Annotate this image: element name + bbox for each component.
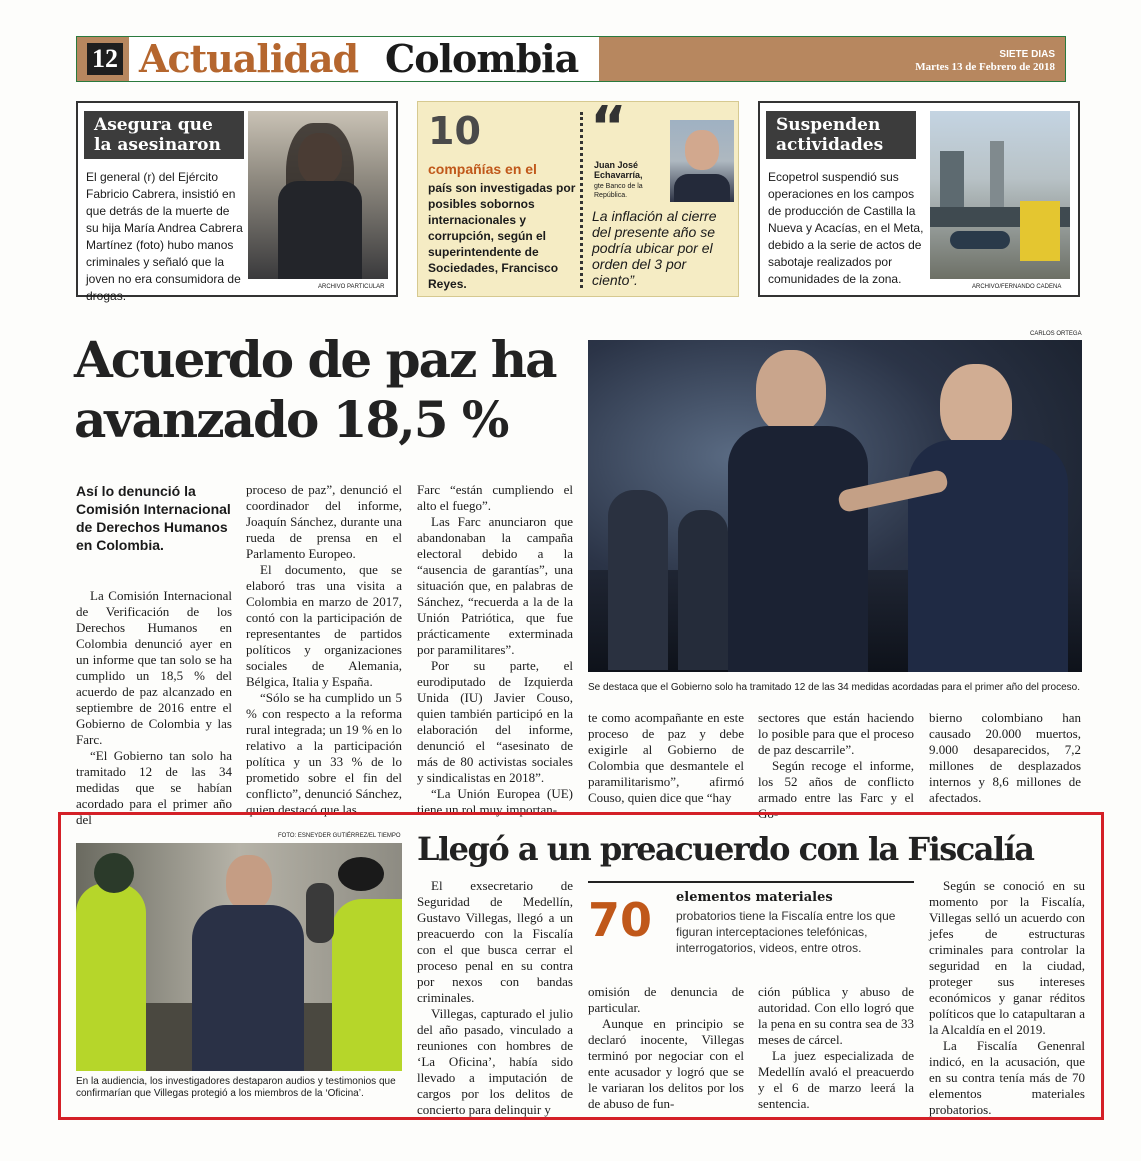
stat-rule (588, 881, 914, 883)
quote-text: La inflación al cierre del presente año se podría ubicar por el orden del 3 por ciento”. (592, 208, 717, 288)
paragraph: La Comisión Internacional de Verificación de los Derechos Humanos en Colombia denunció ayer en un informe que tan solo se ha cumplido un 18,5 % del acuerdo de paz alcanzado en septiembre de 2016 entre el Gobierno de Colombia y las Farc. (76, 588, 232, 747)
brief-suspenden (758, 101, 1080, 297)
paragraph: El exsecretario de Seguridad de Medellín, Gustavo Villegas, llegó a un preacuerdo con la Fiscalía con el que busca cerrar el proceso penal en su contra por nexos con bandas criminales. (417, 878, 573, 1005)
section-word-colombia: Colombia (385, 36, 579, 81)
page-number: 12 (87, 43, 123, 75)
brief-title: Asegura que la asesinaron (84, 111, 244, 159)
main-column-1 (76, 588, 232, 828)
quote-mark-icon: “ (590, 95, 627, 160)
brief-title: Suspenden actividades (766, 111, 916, 159)
paragraph: bierno colombiano han causado 20.000 muertos, 9.000 desaparecidos, 7,2 millones de desplazados internos y 8,6 millones de afectados. (929, 710, 1081, 805)
stat-body: país son investigadas por posibles sobornos internacionales y corrupción, según el superintendente de Sociedades, Francisco Reyes. (428, 181, 576, 291)
paragraph: te como acompañante en este proceso de paz y debe exigirle al Gobierno de Colombia que desmantele el paramilitarismo”, afirmó Couso, quien dice que “hay (588, 710, 744, 805)
main-photo-caption: Se destaca que el Gobierno solo ha tramitado 12 de las 34 medidas acordadas para el primer año del proceso. (588, 682, 1080, 693)
story2-stat-number: 70 (588, 893, 653, 947)
paragraph: Por su parte, el eurodiputado de Izquierda Unida (IU) Javier Couso, quien también participó en la elaboración del informe, denunció el “asesinato de más de 80 activistas sociales y sindicalistas en 2018”. (417, 658, 573, 785)
publication-name: SIETE DIAS (999, 49, 1055, 60)
paragraph: El documento, que se elaboró tras una visita a Colombia en marzo de 2017, contó con la participación de representantes de partidos políticos y organizaciones sociales de Alemania, Bélgica, Italia y España. (246, 562, 402, 689)
photo-credit: ARCHIVO/FERNANDO CADENA (972, 284, 1062, 290)
story2-stat-lead: elementos materiales (676, 890, 833, 905)
paragraph: La juez especializada de Medellín avaló el preacuerdo y el 6 de marzo leerá la sentencia. (758, 1048, 914, 1111)
main-column-3 (417, 482, 573, 818)
paragraph: Villegas, capturado el julio del año pasado, vinculado a reuniones con hombres de ‘La Oficina’, había sido llevado a imputación de cargos por los delitos de concierto para delinquir y (417, 1006, 573, 1117)
speaker-name: Juan José Echavarría, (594, 160, 643, 180)
speaker-photo (670, 120, 734, 202)
photo-credit: CARLOS ORTEGA (1030, 331, 1082, 337)
main-headline: Acuerdo de paz ha avanzado 18,5 % (74, 330, 556, 449)
paragraph: Farc “están cumpliendo el alto el fuego”. (417, 482, 573, 513)
stat-lead: compañías en el (428, 161, 537, 177)
main-summary: Así lo denunció la Comisión Internacional de Derechos Humanos en Colombia. (76, 483, 231, 553)
column-divider (580, 112, 583, 288)
paragraph: Las Farc anunciaron que abandonaban la campaña electoral debido a la “ausencia de garantías”, una situación que, en palabras de Sánchez, “recuerda a la de la Unión Patriótica, que fue prácticamente exterminada por paramilitares”. (417, 514, 573, 657)
section-header (76, 36, 1066, 82)
brief-companias (417, 95, 739, 297)
main-column-4 (588, 710, 744, 806)
story2-column-3 (758, 984, 914, 1112)
story2-stat-body: probatorios tiene la Fiscalía entre los que figuran interceptaciones telefónicas, interrogatorios, videos, entre otros. (676, 909, 896, 955)
story2-photo-villegas (76, 843, 402, 1071)
stat-number: 10 (428, 109, 481, 153)
paragraph: “El Gobierno tan solo ha tramitado 12 de las 34 medidas que se habían acordado para el primer año del (76, 748, 232, 827)
main-column-5 (758, 710, 914, 822)
story2-column-4 (929, 878, 1085, 1118)
paragraph: Según recoge el informe, los 52 años de conflicto armado entre las Farc y el Go- (758, 758, 914, 821)
paragraph: omisión de denuncia de particular. (588, 984, 744, 1015)
paragraph: ción pública y abuso de autoridad. Con ello logró que la pena en su contra sea de 33 meses de cárcel. (758, 984, 914, 1047)
issue-date: Martes 13 de Febrero de 2018 (915, 61, 1055, 73)
paragraph: sectores que están haciendo lo posible para que el proceso de paz descarrile”. (758, 710, 914, 757)
brief-photo-woman (248, 111, 388, 279)
brief-asegura (76, 101, 398, 303)
paragraph: La Fiscalía Genenral indicó, en la acusación, que en su contra tenía más de 70 elementos materiales probatorios. (929, 1038, 1085, 1117)
paragraph: proceso de paz”, denunció el coordinador del informe, Joaquín Sánchez, durante una rueda de prensa en el Parlamento Europeo. (246, 482, 402, 561)
photo-credit: FOTO: ESNEYDER GUTIÉRREZ/EL TIEMPO (278, 833, 401, 839)
main-column-6 (929, 710, 1081, 806)
brief-body: El general (r) del Ejército Fabricio Cabrera, insistió en que detrás de la muerte de su hija María Andrea Cabrera Martínez (foto) hubo manos criminales y señaló que la joven no era consumidora de drogas. (86, 170, 243, 303)
story2-column-1 (417, 878, 573, 1118)
section-word-actualidad: Actualidad (139, 36, 359, 81)
brief-body: Ecopetrol suspendió sus operaciones en los campos de producción de Castilla la Nueva y Acacías, en el Meta, debido a la serie de actos de sabotaje realizados por comunidades de la zona. (768, 170, 924, 286)
paragraph: “Sólo se ha cumplido un 5 % con respecto a la reforma rural integrada; un 19 % en lo relativo a la participación política y un 33 % de lo prometido sobre el fin del conflicto”, denunció Sánchez, quien destacó que las (246, 690, 402, 817)
paragraph: “La Unión Europea (UE) tiene un rol muy importan- (417, 786, 573, 817)
photo-credit: ARCHIVO PARTICULAR (318, 284, 385, 290)
paragraph: Según se conoció en su momento por la Fiscalía, Villegas selló un acuerdo con jefes de estructuras criminales para controlar la seguridad en la ciudad, proteger sus intereses económicos y ganar réditos políticos que lo catapultaran a la Alcaldía en el 2019. (929, 878, 1085, 1037)
story2-column-2 (588, 984, 744, 1112)
speaker-title: gte Banco de la República. (594, 183, 643, 199)
main-photo-santos-timochenko (588, 340, 1082, 672)
story2-headline: Llegó a un preacuerdo con la Fiscalía (417, 830, 1034, 868)
brief-photo-oilfield (930, 111, 1070, 279)
paragraph: Aunque en principio se declaró inocente, Villegas terminó por negociar con el ente acusador y logró que se le variaran los delitos por los de abuso de fun- (588, 1016, 744, 1111)
story2-photo-caption: En la audiencia, los investigadores destaparon audios y testimonios que confirmarían que Villegas protegió a los miembros de la ‘Oficina’. (76, 1076, 396, 1099)
main-column-2 (246, 482, 402, 818)
